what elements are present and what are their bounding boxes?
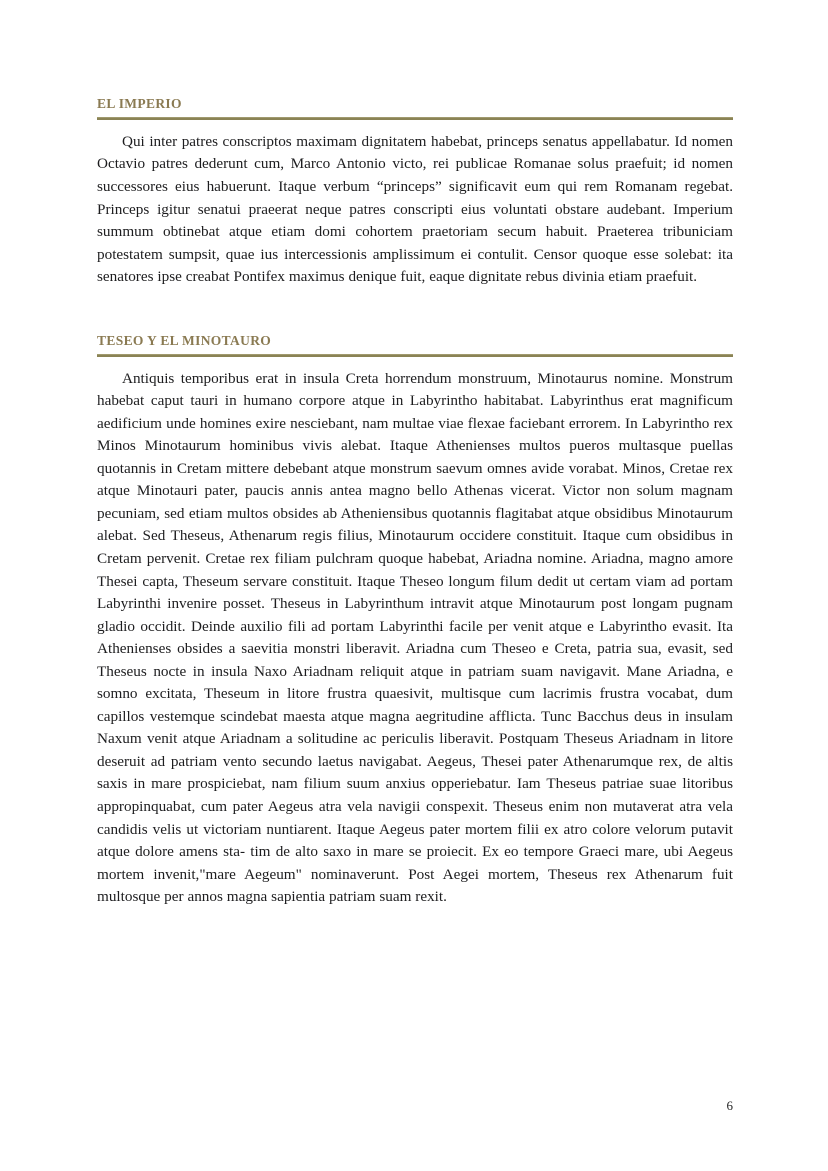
section-el-imperio xyxy=(97,96,733,289)
section-teseo-y-el-minotauro xyxy=(97,333,733,909)
page-number: 6 xyxy=(726,1098,733,1113)
page-content xyxy=(97,96,733,909)
section-body-teseo-y-el-minotauro: Antiquis temporibus erat in insula Creta horrendum monstruum, Minotaurus nomine. Monstrum habebat caput tauri in humano corpore atque in Labyrintho habitabat. Labyrinthus erat magnificum aedificium unde homines exire nesciebant, nam multae viae flexae faciebant errorem. In Labyrintho rex Minos Minotaurum hominibus vivis alebat. Itaque Athenienses multos pueros multasque puellas quotannis in Cretam mittere debebant atque monstrum saevum omnes avide vorabat. Minos, Cretae rex atque Minotauri pater, paucis annis antea magno bello Athenas vicerat. Victor non solum magnam pecuniam, sed etiam multos obsides ab Atheniensibus quotannis flagitabat atque obsidibus Minotaurum alebat. Sed Theseus, Athenarum regis filius, Minotaurum occidere constituit. Itaque cum obsidibus in Cretam pervenit. Cretae rex filiam pulchram quoque habebat, Ariadna nomine. Ariadna, magno amore Thesei capta, Theseum servare constituit. Itaque Theseo longum filum dedit ut certam viam ad portam Labyrinthi invenire posset. Theseus in Labyrinthum intravit atque Minotaurum post longam pugnam gladio occidit. Deinde auxilio fili ad portam Labyrinthi facile per venit atque e Labyrintho evasit. Ita Athenienses obsides a saevitia monstri liberavit. Ariadna cum Theseo e Creta, patria sua, evasit, sed Theseus nocte in insula Naxo Ariadnam reliquit atque in patriam suam navigavit. Mane Ariadna, e somno excitata, Theseum in litore frustra quaesivit, multisque cum lacrimis frustra vocabat, dum capillos vestemque scindebat maesta atque magna aegritudine afflicta. Tunc Bacchus deus in insulam Naxum venit atque Ariadnam a solitudine ac periculis liberavit. Postquam Theseus Ariadnam in litore deseruit ad patriam vento secundo laetus navigabat. Aegeus, Thesei pater Athenarumque rex, de altis saxis in mare prospiciebat, nam filium suum anxius opperiebatur. Iam Theseus patriae suae litoribus appropinquabat, cum pater Aegeus atra vela navigii conspexit. Theseus enim non mutaverat atra vela candidis velis ut victoriam nuntiarent. Itaque Aegeus pater mortem filii ex atro colore velorum putavit atque dolore amens sta- tim de alto saxo in mare se proiecit. Ex eo tempore Graeci mare, ubi Aegeus mortem invenit,"mare Aegeum" nominaverunt. Post Aegei mortem, Theseus rex Athenarum fuit multosque per annos magna sapientia patriam suam rexit. xyxy=(97,369,733,906)
heading-divider-rule xyxy=(97,117,733,120)
section-heading-teseo-y-el-minotauro: TESEO Y EL MINOTAURO xyxy=(97,332,272,348)
heading-divider-rule xyxy=(97,354,733,357)
section-heading-el-imperio: EL IMPERIO xyxy=(97,96,182,111)
section-body-el-imperio: Qui inter patres conscriptos maximam dignitatem habebat, princeps senatus appellabatur. Id nomen Octavio patres dederunt cum, Marco Antonio victo, rei publicae Romanae solus praefuit; id nomen successores eius habuerunt. Itaque verbum “princeps” significavit eum qui rem Romanam regebat. Princeps igitur senatui praeerat neque patres conscripti eius voluntati obstare audebant. Imperium summum obtinebat atque etiam domi cohortem praetoriam secum habuit. Praeterea tribuniciam potestatem sumpsit, quae ius intercessionis amplissimum ei contulit. Censor quoque esse solebat: ita senatores ipse creabat Pontifex maximus denique fuit, eaque dignitate rebus divinia etiam praefuit. xyxy=(97,132,733,286)
